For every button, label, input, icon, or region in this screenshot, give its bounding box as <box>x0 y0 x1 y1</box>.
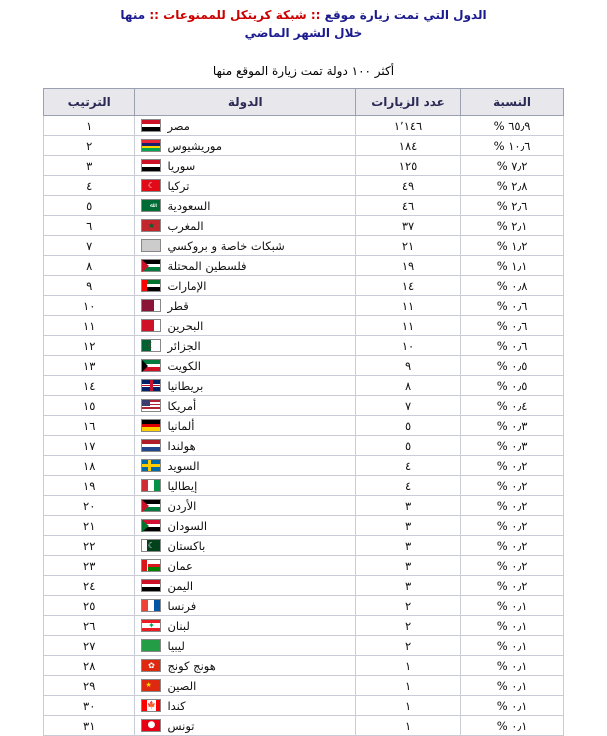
country-cell <box>141 456 349 475</box>
cell-rank: ٣١ <box>44 716 135 736</box>
cell-rank: ١٢ <box>44 336 135 356</box>
cell-visits: ٢١ <box>356 236 461 256</box>
cell-country <box>135 156 356 176</box>
country-name: السودان <box>167 518 208 533</box>
cell-rank: ١٧ <box>44 436 135 456</box>
cell-country <box>135 356 356 376</box>
cell-country <box>135 676 356 696</box>
table-row <box>44 696 564 716</box>
table-row <box>44 376 564 396</box>
country-name: إيطاليا <box>167 478 198 493</box>
cell-rank: ٢ <box>44 136 135 156</box>
column-header-percent: النسبة <box>461 89 564 116</box>
cell-percent: ٠٫١ % <box>461 716 564 736</box>
country-cell <box>141 236 349 255</box>
table-row <box>44 136 564 156</box>
country-cell <box>141 676 349 695</box>
cell-percent: ٠٫٢ % <box>461 516 564 536</box>
cell-percent: ٠٫١ % <box>461 656 564 676</box>
cell-percent: ٢٫٨ % <box>461 176 564 196</box>
cell-visits: ١٨٤ <box>356 136 461 156</box>
cell-percent: ٠٫١ % <box>461 696 564 716</box>
cell-visits: ٥ <box>356 436 461 456</box>
cell-rank: ١٥ <box>44 396 135 416</box>
cell-country <box>135 136 356 156</box>
country-cell <box>141 376 349 395</box>
cell-percent: ١٠٫٦ % <box>461 136 564 156</box>
cell-percent: ١٫٢ % <box>461 236 564 256</box>
country-cell <box>141 136 349 155</box>
cell-country <box>135 396 356 416</box>
cell-percent: ٠٫٢ % <box>461 496 564 516</box>
cell-visits: ٣ <box>356 536 461 556</box>
flag-icon: ★ <box>141 679 161 692</box>
cell-rank: ٢٥ <box>44 596 135 616</box>
cell-country <box>135 696 356 716</box>
country-name: الكويت <box>167 358 201 373</box>
cell-rank: ١٣ <box>44 356 135 376</box>
cell-rank: ٣٠ <box>44 696 135 716</box>
country-name: السعودية <box>167 198 211 213</box>
table-row <box>44 676 564 696</box>
country-name: البحرين <box>167 318 204 333</box>
flag-icon <box>141 599 161 612</box>
cell-country <box>135 236 356 256</box>
country-name: الأردن <box>167 498 197 513</box>
country-cell <box>141 716 349 735</box>
cell-country <box>135 716 356 736</box>
cell-percent: ٠٫٥ % <box>461 356 564 376</box>
cell-country <box>135 576 356 596</box>
flag-icon <box>141 299 161 312</box>
cell-percent: ٠٫٣ % <box>461 436 564 456</box>
country-cell <box>141 496 349 515</box>
flag-icon <box>141 399 161 412</box>
cell-rank: ٦ <box>44 216 135 236</box>
cell-percent: ٠٫٢ % <box>461 536 564 556</box>
cell-percent: ٠٫١ % <box>461 636 564 656</box>
cell-visits: ٣ <box>356 516 461 536</box>
table-row <box>44 536 564 556</box>
cell-rank: ١٨ <box>44 456 135 476</box>
country-cell <box>141 696 349 715</box>
cell-visits: ١٠ <box>356 336 461 356</box>
cell-percent: ٠٫١ % <box>461 676 564 696</box>
flag-icon <box>141 479 161 492</box>
country-cell <box>141 196 349 215</box>
flag-icon <box>141 259 161 272</box>
cell-percent: ٠٫٦ % <box>461 336 564 356</box>
country-cell <box>141 436 349 455</box>
country-cell <box>141 296 349 315</box>
country-name: فلسطين المحتلة <box>167 258 247 273</box>
table-row <box>44 596 564 616</box>
cell-rank: ٢٧ <box>44 636 135 656</box>
flag-icon: ☾ <box>141 339 161 352</box>
country-cell <box>141 316 349 335</box>
header-title-prefix: الدول التي تمت زيارة موقع <box>324 8 487 22</box>
cell-rank: ٢٣ <box>44 556 135 576</box>
cell-country <box>135 656 356 676</box>
cell-visits: ١٩ <box>356 256 461 276</box>
cell-rank: ٨ <box>44 256 135 276</box>
cell-visits: ١٢٥ <box>356 156 461 176</box>
country-cell <box>141 176 349 195</box>
flag-icon <box>141 379 161 392</box>
cell-rank: ١ <box>44 116 135 136</box>
cell-visits: ١١ <box>356 296 461 316</box>
country-name: سوريا <box>167 158 196 173</box>
table-row <box>44 496 564 516</box>
country-name: أمريكا <box>167 398 197 413</box>
column-header-rank: الترتيب <box>44 89 135 116</box>
table-row <box>44 276 564 296</box>
flag-icon: ● <box>141 719 161 732</box>
cell-rank: ١١ <box>44 316 135 336</box>
table-row <box>44 316 564 336</box>
cell-country <box>135 196 356 216</box>
cell-percent: ٠٫١ % <box>461 616 564 636</box>
flag-icon <box>141 519 161 532</box>
flag-icon: ✿ <box>141 659 161 672</box>
country-name: المغرب <box>167 218 204 233</box>
cell-percent: ٠٫٦ % <box>461 296 564 316</box>
flag-icon <box>141 279 161 292</box>
country-cell <box>141 116 349 135</box>
cell-country <box>135 456 356 476</box>
table-row <box>44 456 564 476</box>
cell-visits: ١ <box>356 696 461 716</box>
flag-icon: ﷲ <box>141 199 161 212</box>
stats-table-wrap <box>43 88 564 736</box>
table-body <box>44 116 564 736</box>
cell-visits: ٥ <box>356 416 461 436</box>
country-name: الإمارات <box>167 278 207 293</box>
cell-country <box>135 336 356 356</box>
country-name: هونج كونج <box>167 658 216 673</box>
country-cell <box>141 336 349 355</box>
cell-percent: ٠٫٦ % <box>461 316 564 336</box>
cell-percent: ٠٫٢ % <box>461 576 564 596</box>
flag-icon: ★ <box>141 219 161 232</box>
country-cell <box>141 396 349 415</box>
table-row <box>44 556 564 576</box>
flag-icon <box>141 439 161 452</box>
cell-visits: ٤ <box>356 476 461 496</box>
cell-percent: ٠٫٥ % <box>461 376 564 396</box>
cell-rank: ٧ <box>44 236 135 256</box>
country-name: السويد <box>167 458 200 473</box>
country-name: مصر <box>167 118 190 133</box>
cell-country <box>135 296 356 316</box>
cell-visits: ٩ <box>356 356 461 376</box>
country-name: شبكات خاصة و بروكسي <box>167 238 285 253</box>
cell-percent: ٧٫٢ % <box>461 156 564 176</box>
country-name: باكستان <box>167 538 206 553</box>
flag-icon <box>141 159 161 172</box>
cell-rank: ٢١ <box>44 516 135 536</box>
country-name: قطر <box>167 298 189 313</box>
cell-country <box>135 316 356 336</box>
cell-country <box>135 116 356 136</box>
cell-percent: ٦٥٫٩ % <box>461 116 564 136</box>
site-name: :: شبكة كريتكل للممنوعات :: <box>149 8 321 22</box>
cell-country <box>135 496 356 516</box>
cell-country <box>135 216 356 236</box>
cell-percent: ٠٫٢ % <box>461 556 564 576</box>
flag-icon <box>141 499 161 512</box>
flag-icon <box>141 239 161 252</box>
cell-rank: ٤ <box>44 176 135 196</box>
cell-country <box>135 516 356 536</box>
cell-percent: ٠٫٤ % <box>461 396 564 416</box>
table-row <box>44 436 564 456</box>
table-row <box>44 476 564 496</box>
page-header <box>0 0 607 42</box>
cell-rank: ٢٦ <box>44 616 135 636</box>
table-row <box>44 116 564 136</box>
country-name: ليبيا <box>167 638 185 653</box>
country-name: كندا <box>167 698 186 713</box>
cell-visits: ١١ <box>356 316 461 336</box>
cell-rank: ١٠ <box>44 296 135 316</box>
country-cell <box>141 536 349 555</box>
country-cell <box>141 216 349 235</box>
flag-icon <box>141 139 161 152</box>
cell-country <box>135 416 356 436</box>
cell-visits: ٤٦ <box>356 196 461 216</box>
country-name: الجزائر <box>167 338 201 353</box>
table-row <box>44 356 564 376</box>
table-row <box>44 636 564 656</box>
cell-visits: ٣ <box>356 576 461 596</box>
cell-visits: ١ <box>356 716 461 736</box>
table-row <box>44 416 564 436</box>
table-row <box>44 256 564 276</box>
cell-percent: ٠٫٣ % <box>461 416 564 436</box>
header-title-suffix: منها <box>120 8 146 22</box>
cell-country <box>135 536 356 556</box>
table-row <box>44 296 564 316</box>
cell-country <box>135 636 356 656</box>
cell-visits: ٢ <box>356 616 461 636</box>
table-header-row <box>44 89 564 116</box>
header-title-line2: خلال الشهر الماضي <box>244 26 363 40</box>
cell-percent: ١٫١ % <box>461 256 564 276</box>
country-name: عمان <box>167 558 193 573</box>
cell-rank: ٢٩ <box>44 676 135 696</box>
cell-visits: ١٤ <box>356 276 461 296</box>
country-cell <box>141 476 349 495</box>
cell-percent: ٠٫٨ % <box>461 276 564 296</box>
cell-percent: ٠٫٢ % <box>461 456 564 476</box>
page-subtitle: أكثر ١٠٠ دولة تمت زيارة الموقع منها <box>212 64 395 78</box>
country-cell <box>141 576 349 595</box>
table-head <box>44 89 564 116</box>
country-cell <box>141 556 349 575</box>
flag-icon <box>141 639 161 652</box>
country-name: الصين <box>167 678 197 693</box>
country-name: اليمن <box>167 578 194 593</box>
table-row <box>44 196 564 216</box>
cell-visits: ٢ <box>356 636 461 656</box>
country-name: تونس <box>167 718 195 733</box>
cell-rank: ٥ <box>44 196 135 216</box>
cell-visits: ٣ <box>356 496 461 516</box>
table-row <box>44 236 564 256</box>
flag-icon <box>141 419 161 432</box>
cell-rank: ٣ <box>44 156 135 176</box>
table-row <box>44 516 564 536</box>
cell-visits: ٨ <box>356 376 461 396</box>
flag-icon: ☾ <box>141 539 161 552</box>
column-header-country: الدولة <box>135 89 356 116</box>
table-row <box>44 176 564 196</box>
column-header-visits: عدد الزيارات <box>356 89 461 116</box>
country-name: هولندا <box>167 438 196 453</box>
country-cell <box>141 416 349 435</box>
country-cell <box>141 656 349 675</box>
country-name: تركيا <box>167 178 190 193</box>
cell-percent: ٠٫٢ % <box>461 476 564 496</box>
cell-visits: ١ <box>356 676 461 696</box>
country-cell <box>141 636 349 655</box>
country-name: بريطانيا <box>167 378 204 393</box>
flag-icon <box>141 559 161 572</box>
cell-visits: ٧ <box>356 396 461 416</box>
flag-icon <box>141 579 161 592</box>
flag-icon: ☾ <box>141 179 161 192</box>
country-name: فرنسا <box>167 598 197 613</box>
country-cell <box>141 276 349 295</box>
visits-by-country-table <box>43 88 564 736</box>
cell-country <box>135 476 356 496</box>
cell-country <box>135 256 356 276</box>
cell-country <box>135 556 356 576</box>
flag-icon: 🍁 <box>141 699 161 712</box>
table-row <box>44 576 564 596</box>
cell-country <box>135 276 356 296</box>
cell-country <box>135 176 356 196</box>
cell-visits: ١ <box>356 656 461 676</box>
country-cell <box>141 156 349 175</box>
table-row <box>44 716 564 736</box>
cell-visits: ٤ <box>356 456 461 476</box>
cell-rank: ٢٤ <box>44 576 135 596</box>
country-name: موريشيوس <box>167 138 223 153</box>
cell-visits: ٣٧ <box>356 216 461 236</box>
country-cell <box>141 596 349 615</box>
cell-rank: ٩ <box>44 276 135 296</box>
cell-rank: ٢٠ <box>44 496 135 516</box>
cell-visits: ٤٩ <box>356 176 461 196</box>
cell-percent: ٢٫١ % <box>461 216 564 236</box>
cell-visits: ١٬١٤٦ <box>356 116 461 136</box>
cell-country <box>135 376 356 396</box>
country-cell <box>141 256 349 275</box>
table-row <box>44 156 564 176</box>
flag-icon <box>141 459 161 472</box>
country-cell <box>141 356 349 375</box>
table-row <box>44 616 564 636</box>
cell-rank: ٢٢ <box>44 536 135 556</box>
country-name: لبنان <box>167 618 190 633</box>
cell-visits: ٢ <box>356 596 461 616</box>
table-row <box>44 336 564 356</box>
flag-icon <box>141 359 161 372</box>
flag-icon: ✦ <box>141 619 161 632</box>
table-row <box>44 396 564 416</box>
cell-country <box>135 616 356 636</box>
country-cell <box>141 516 349 535</box>
cell-rank: ١٤ <box>44 376 135 396</box>
flag-icon <box>141 319 161 332</box>
cell-country <box>135 436 356 456</box>
cell-rank: ١٩ <box>44 476 135 496</box>
flag-icon <box>141 119 161 132</box>
country-name: ألمانيا <box>167 418 195 433</box>
cell-rank: ١٦ <box>44 416 135 436</box>
cell-visits: ٣ <box>356 556 461 576</box>
table-row <box>44 656 564 676</box>
cell-percent: ٠٫١ % <box>461 596 564 616</box>
cell-rank: ٢٨ <box>44 656 135 676</box>
cell-percent: ٢٫٦ % <box>461 196 564 216</box>
cell-country <box>135 596 356 616</box>
header-title-line1 <box>0 6 607 24</box>
country-cell <box>141 616 349 635</box>
table-row <box>44 216 564 236</box>
